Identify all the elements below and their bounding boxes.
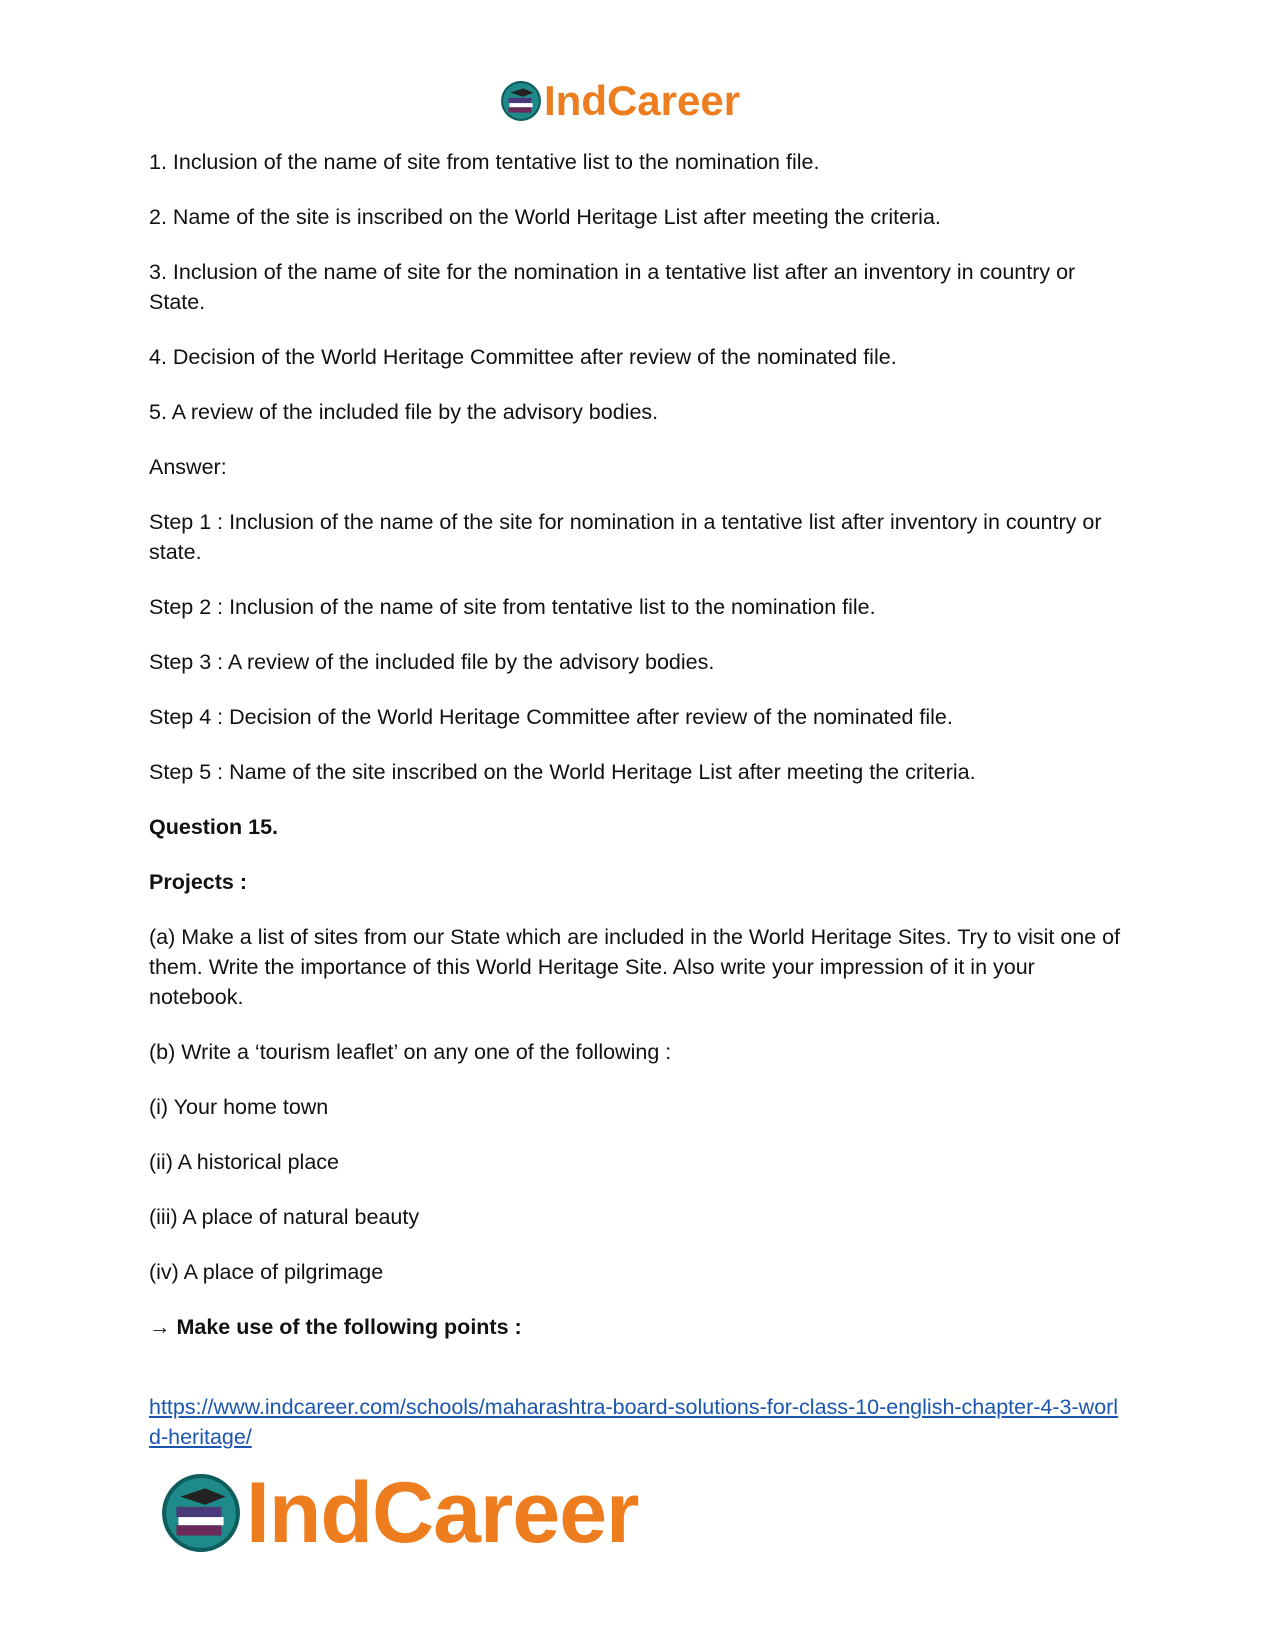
- answer-step: Step 4 : Decision of the World Heritage Committee after review of the nominated file.: [149, 705, 953, 729]
- projects-heading: Projects :: [149, 870, 247, 894]
- document-body: [149, 147, 1129, 1367]
- list-item: 1. Inclusion of the name of site from tentative list to the nomination file.: [149, 150, 820, 174]
- answer-step: Step 5 : Name of the site inscribed on the World Heritage List after meeting the criteria.: [149, 760, 976, 784]
- answer-step: Step 3 : A review of the included file by the advisory bodies.: [149, 650, 715, 674]
- list-item: 2. Name of the site is inscribed on the World Heritage List after meeting the criteria.: [149, 205, 941, 229]
- brand-wordmark: IndCareer: [246, 1465, 639, 1561]
- globe-book-icon: [160, 1472, 242, 1554]
- brand-wordmark: IndCareer: [544, 77, 741, 124]
- project-b: (b) Write a ‘tourism leaflet’ on any one of the following :: [149, 1040, 672, 1064]
- source-link[interactable]: https://www.indcareer.com/schools/maharashtra-board-solutions-for-class-10-english-chapter-4-3-world-heritage/: [149, 1395, 1119, 1449]
- answer-step: Step 2 : Inclusion of the name of site from tentative list to the nomination file.: [149, 595, 876, 619]
- list-item: 4. Decision of the World Heritage Committee after review of the nominated file.: [149, 345, 897, 369]
- footer-logo: [160, 1465, 639, 1561]
- answer-step: Step 1 : Inclusion of the name of the site for nomination in a tentative list after inventory in country or state.: [149, 510, 1102, 564]
- question-heading: Question 15.: [149, 815, 279, 839]
- points-heading: → Make use of the following points :: [149, 1315, 522, 1339]
- option-item: (iv) A place of pilgrimage: [149, 1260, 384, 1284]
- project-a: (a) Make a list of sites from our State which are included in the World Heritage Sites. Try to visit one of them. Write the importance of this World Heritage Site. Also write your impression of it in your notebook.: [149, 925, 1121, 1009]
- list-item: 5. A review of the included file by the advisory bodies.: [149, 400, 659, 424]
- option-item: (iii) A place of natural beauty: [149, 1205, 420, 1229]
- answer-label: Answer:: [149, 455, 227, 479]
- option-item: (i) Your home town: [149, 1095, 329, 1119]
- globe-book-icon: [500, 80, 542, 122]
- list-item: 3. Inclusion of the name of site for the nomination in a tentative list after an inventory in country or State.: [149, 260, 1076, 314]
- option-item: (ii) A historical place: [149, 1150, 339, 1174]
- header-logo: [500, 77, 741, 124]
